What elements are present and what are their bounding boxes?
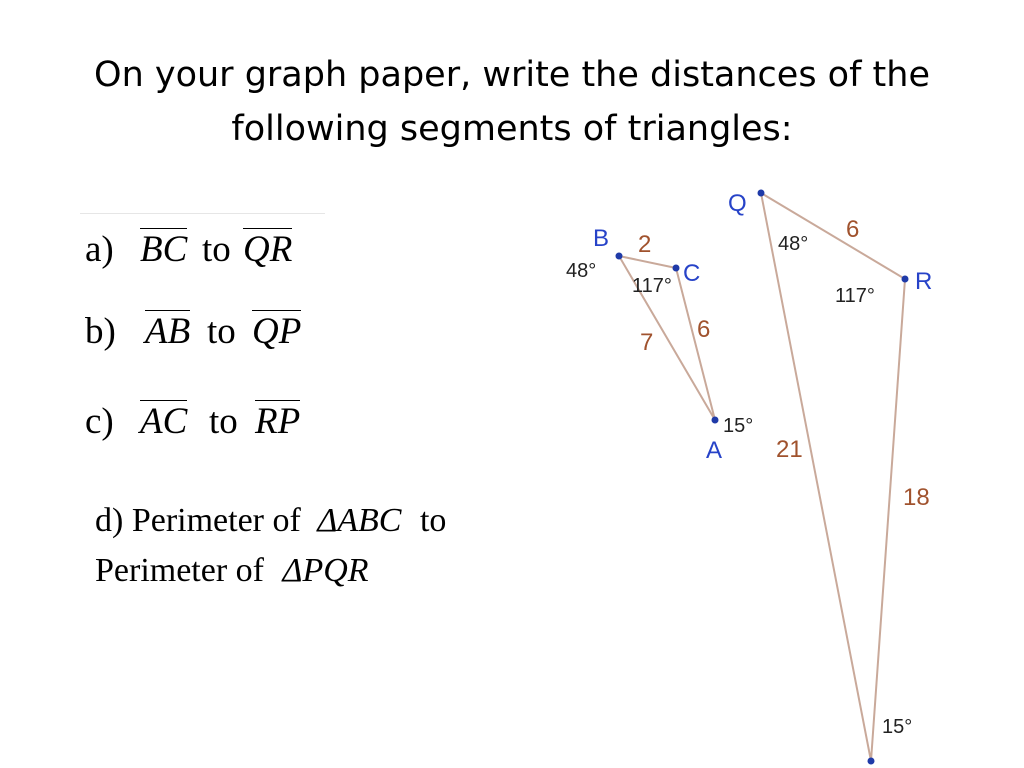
vertex-q-dot xyxy=(758,190,765,197)
side-ab-label: 7 xyxy=(640,329,654,356)
perimeter-to: to xyxy=(419,502,447,539)
vertex-r-label: R xyxy=(915,268,933,295)
problem-b-label: b) xyxy=(85,311,116,352)
angle-a-label: 15° xyxy=(723,415,754,437)
vertex-c-label: C xyxy=(683,260,701,287)
segment-rp: RP xyxy=(255,401,301,442)
angle-p-label: 15° xyxy=(882,716,913,738)
vertex-b-label: B xyxy=(593,225,610,252)
triangle-abc: ΔABC xyxy=(317,502,402,539)
triangle-abc-figure xyxy=(566,225,753,464)
triangle-pqr-figure xyxy=(728,190,932,765)
vertex-b-dot xyxy=(616,253,623,260)
problem-c-label: c) xyxy=(85,401,114,442)
segment-ab: AB xyxy=(145,311,191,352)
angle-r-label: 117° xyxy=(835,285,875,307)
angle-c-label: 117° xyxy=(632,275,672,297)
side-bc-label: 2 xyxy=(638,231,652,258)
vertex-a-label: A xyxy=(706,437,723,464)
segment-qr: QR xyxy=(243,229,293,270)
triangle-pqr: ΔPQR xyxy=(282,552,369,589)
problem-a-to: to xyxy=(202,229,231,270)
title-line-2: following segments of triangles: xyxy=(231,109,793,149)
angle-q-label: 48° xyxy=(778,233,809,255)
problem-a-label: a) xyxy=(85,229,114,270)
segment-qp: QP xyxy=(252,311,302,352)
problem-c-to: to xyxy=(209,401,238,442)
segment-ac: AC xyxy=(140,401,188,442)
perimeter-prefix-1: d) Perimeter of xyxy=(95,502,301,539)
angle-b-label: 48° xyxy=(566,260,597,282)
problem-b-to: to xyxy=(207,311,236,352)
vertex-q-label: Q xyxy=(728,190,747,217)
side-ca-label: 6 xyxy=(697,316,711,343)
vertex-c-dot xyxy=(673,265,680,272)
side-qr-label: 6 xyxy=(846,216,860,243)
vertex-a-dot xyxy=(712,417,719,424)
vertex-p-dot xyxy=(868,758,875,765)
segment-bc: BC xyxy=(140,229,188,270)
triangle-pqr-edges xyxy=(761,193,905,761)
title-line-1: On your graph paper, write the distances of the xyxy=(94,55,930,95)
side-rp-label: 18 xyxy=(903,484,930,511)
perimeter-prefix-2: Perimeter of xyxy=(95,552,264,589)
side-qp-label: 21 xyxy=(776,436,803,463)
vertex-r-dot xyxy=(902,276,909,283)
